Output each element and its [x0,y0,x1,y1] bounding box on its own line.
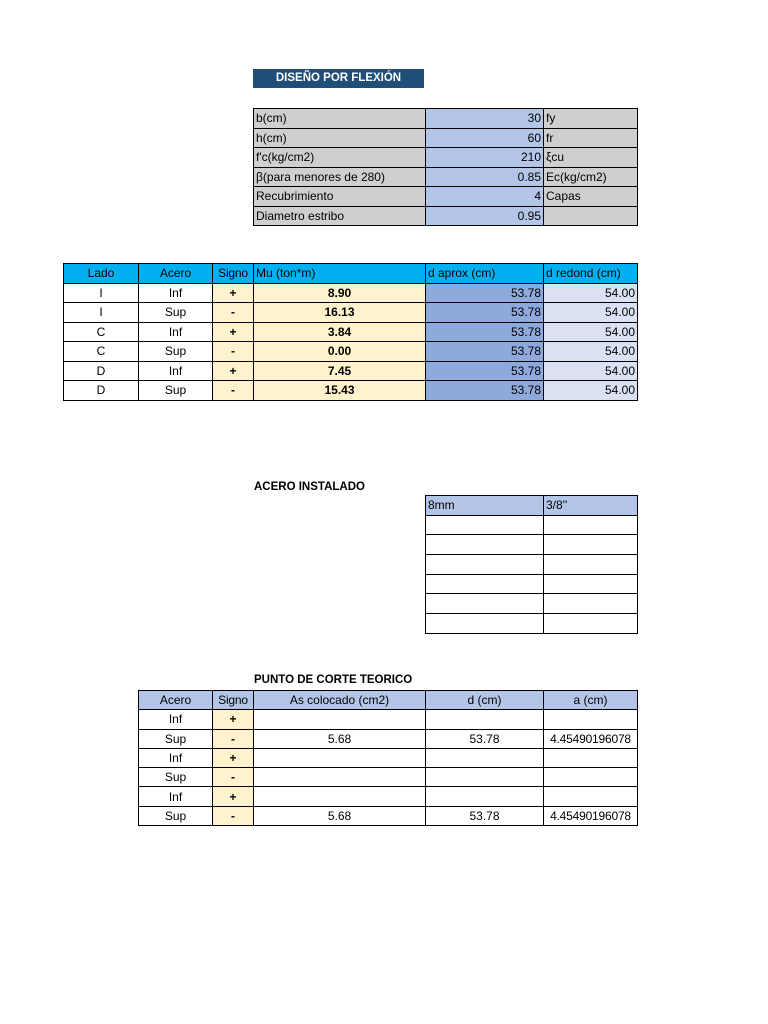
param-value: 4 [426,187,544,207]
acero-cell [426,515,544,535]
param-row [254,206,638,226]
punto-corte-title: PUNTO DE CORTE TEORICO [254,674,413,686]
d-aprox-cell: 53.78 [426,381,544,401]
d-redond-cell: 54.00 [544,342,638,362]
acero-row [426,515,638,535]
acero-cell [544,614,638,634]
a-cell [544,710,638,729]
param-extra: ξcu [544,148,638,168]
acero-cell [544,535,638,555]
signo-cell: - [213,729,254,748]
corte-row [139,710,638,729]
acero-header-row [426,496,638,516]
mu-cell: 7.45 [254,361,426,381]
acero-cell [426,555,544,575]
punto-corte-table [138,690,638,826]
param-label: β(para menores de 280) [254,167,426,187]
param-value: 0.85 [426,167,544,187]
corte-row [139,787,638,806]
param-extra: Capas [544,187,638,207]
d-redond-cell: 54.00 [544,303,638,323]
a-cell: 4.45490196078 [544,729,638,748]
d-aprox-cell: 53.78 [426,342,544,362]
param-label: Recubrimiento [254,187,426,207]
signo-cell: + [213,710,254,729]
parameters-table [253,108,638,226]
corte-row [139,768,638,787]
param-label: b(cm) [254,109,426,129]
acero-cell: Inf [139,710,213,729]
d-redond-cell: 54.00 [544,361,638,381]
acero-cell [426,535,544,555]
lado-cell: C [64,322,139,342]
acero-cell [544,515,638,535]
flexion-row [64,381,638,401]
acero-cell: Sup [139,381,213,401]
param-row [254,167,638,187]
signo-cell: + [213,787,254,806]
corte-row [139,729,638,748]
d-aprox-cell: 53.78 [426,283,544,303]
param-value: 0.95 [426,206,544,226]
param-row [254,128,638,148]
lado-cell: I [64,283,139,303]
param-label: h(cm) [254,128,426,148]
header-d-aprox: d aprox (cm) [426,264,544,284]
acero-cell: Inf [139,283,213,303]
signo-cell: + [213,283,254,303]
flexion-row [64,303,638,323]
param-extra: Ec(kg/cm2) [544,167,638,187]
param-extra: fy [544,109,638,129]
acero-cell: Sup [139,729,213,748]
d-cell: 53.78 [426,729,544,748]
acero-row [426,614,638,634]
header-signo: Signo [213,264,254,284]
acero-row [426,574,638,594]
signo-cell: - [213,303,254,323]
page-title: DISEÑO POR FLEXIÓN [253,69,424,88]
signo-cell: + [213,361,254,381]
acero-cell: Sup [139,806,213,825]
acero-instalado-title: ACERO INSTALADO [254,481,365,493]
signo-cell: - [213,381,254,401]
acero-cell: Sup [139,342,213,362]
param-extra [544,206,638,226]
d-redond-cell: 54.00 [544,381,638,401]
acero-cell: Inf [139,322,213,342]
as-cell: 5.68 [254,729,426,748]
as-cell [254,787,426,806]
a-cell [544,768,638,787]
acero-cell [544,555,638,575]
param-row [254,109,638,129]
corte-row [139,806,638,825]
mu-cell: 3.84 [254,322,426,342]
flexion-table [63,263,638,401]
signo-cell: + [213,748,254,767]
acero-cell: Inf [139,787,213,806]
lado-cell: D [64,361,139,381]
acero-cell [426,614,544,634]
param-value: 30 [426,109,544,129]
acero-cell [544,594,638,614]
flexion-row [64,322,638,342]
acero-cell: Sup [139,768,213,787]
d-aprox-cell: 53.78 [426,361,544,381]
d-cell [426,768,544,787]
acero-cell [544,574,638,594]
corte-header-row [139,691,638,710]
header-lado: Lado [64,264,139,284]
d-aprox-cell: 53.78 [426,322,544,342]
acero-cell: Sup [139,303,213,323]
flexion-header-row [64,264,638,284]
acero-cell [426,574,544,594]
d-cell [426,787,544,806]
flexion-row [64,342,638,362]
signo-cell: + [213,322,254,342]
d-cell [426,748,544,767]
param-value: 210 [426,148,544,168]
header-8mm: 8mm [426,496,544,516]
param-label: Diametro estribo [254,206,426,226]
d-cell: 53.78 [426,806,544,825]
mu-cell: 16.13 [254,303,426,323]
mu-cell: 0.00 [254,342,426,362]
header-acero: Acero [139,264,213,284]
flexion-row [64,283,638,303]
signo-cell: - [213,806,254,825]
corte-row [139,748,638,767]
flexion-row [64,361,638,381]
as-cell [254,710,426,729]
a-cell [544,748,638,767]
d-cell [426,710,544,729]
mu-cell: 15.43 [254,381,426,401]
param-value: 60 [426,128,544,148]
header-3-8: 3/8'' [544,496,638,516]
acero-cell: Inf [139,361,213,381]
header-a: a (cm) [544,691,638,710]
param-row [254,148,638,168]
d-aprox-cell: 53.78 [426,303,544,323]
acero-row [426,594,638,614]
mu-cell: 8.90 [254,283,426,303]
signo-cell: - [213,342,254,362]
lado-cell: C [64,342,139,362]
a-cell [544,787,638,806]
acero-row [426,535,638,555]
header-signo: Signo [213,691,254,710]
header-as-colocado: As colocado (cm2) [254,691,426,710]
param-row [254,187,638,207]
as-cell [254,768,426,787]
acero-cell [426,594,544,614]
as-cell: 5.68 [254,806,426,825]
a-cell: 4.45490196078 [544,806,638,825]
acero-instalado-table [425,495,638,634]
d-redond-cell: 54.00 [544,283,638,303]
header-d-redond: d redond (cm) [544,264,638,284]
lado-cell: I [64,303,139,323]
param-label: f'c(kg/cm2) [254,148,426,168]
header-mu: Mu (ton*m) [254,264,426,284]
signo-cell: - [213,768,254,787]
header-acero: Acero [139,691,213,710]
acero-cell: Inf [139,748,213,767]
acero-row [426,555,638,575]
param-extra: fr [544,128,638,148]
d-redond-cell: 54.00 [544,322,638,342]
header-d: d (cm) [426,691,544,710]
lado-cell: D [64,381,139,401]
as-cell [254,748,426,767]
